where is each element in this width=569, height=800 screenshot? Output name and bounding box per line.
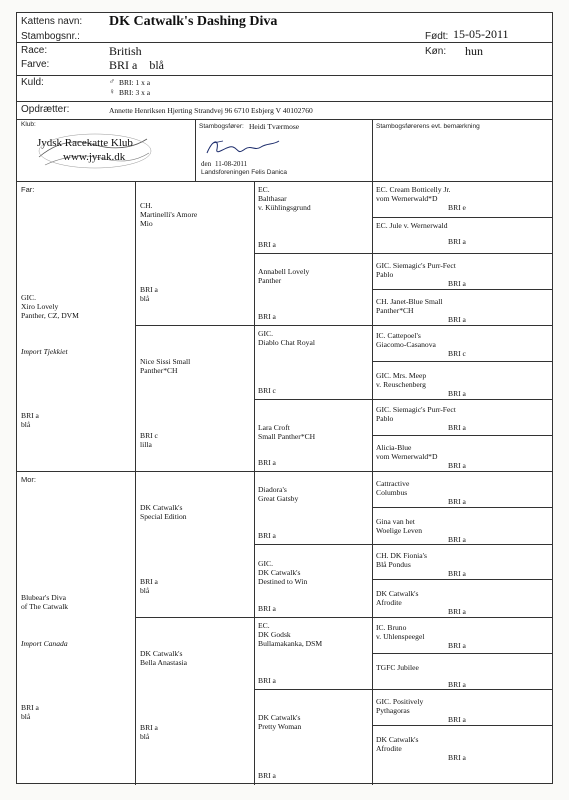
- great-grandparent-cell: Diadora's Great Gatsby: [258, 485, 299, 503]
- grandparent-ems: BRI a: [140, 285, 158, 294]
- breeder-value: Annette Henriksen Hjerting Strandvej 96 6710 Esbjerg V 40102760: [109, 106, 313, 115]
- column-divider: [135, 181, 136, 785]
- great-grandparent-cell: GIC. DK Catwalk's Destined to Win: [258, 559, 308, 586]
- registration-date-prefix: den: [201, 160, 212, 168]
- father-color: blå: [21, 420, 31, 429]
- breeder-label: Opdrætter:: [21, 104, 70, 115]
- great-grandparent-ems: BRI a: [258, 604, 276, 613]
- mother-color: blå: [21, 712, 31, 721]
- great-grandparent-cell: Annabell Lovely Panther: [258, 267, 310, 285]
- father-import: Import Tjekkiet: [21, 347, 68, 356]
- father-label: Far:: [21, 185, 35, 194]
- gen4-cell: EC. Cream Botticelly Jr. vom Wernerwald*D BRI e: [376, 185, 466, 212]
- divider: [372, 119, 373, 181]
- registrar-label: Stambogsfører:: [199, 123, 244, 130]
- divider: [17, 75, 552, 76]
- sex-label: Køn:: [425, 46, 447, 57]
- pedigree-sheet: [16, 12, 553, 784]
- litter-female-count: BRI: 3 x a: [119, 88, 151, 97]
- great-grandparent-cell: GIC. Diablo Chat Royal: [258, 329, 315, 347]
- registration-date: 11-08-2011: [215, 160, 248, 168]
- gen4-cell: DK Catwalk's Afrodite BRI a: [376, 589, 466, 616]
- gen4-cell: IC. Cattepoel's Giacomo-Casanova BRI c: [376, 331, 466, 358]
- club-stamp-url: www.jyrak.dk: [63, 151, 126, 163]
- divider: [17, 101, 552, 102]
- father-cell: [21, 293, 133, 320]
- gen4-cell: TGFC Jubilee BRI a: [376, 663, 466, 689]
- grandparent-color: lilla: [140, 440, 152, 449]
- father-name: Xiro Lovely Panther, CZ, DVM: [21, 302, 79, 320]
- litter-male-icon: ♂: [109, 77, 115, 86]
- grandparent-color: blå: [140, 294, 150, 303]
- grandparent-ems: BRI c: [140, 431, 158, 440]
- great-grandparent-ems: BRI c: [258, 386, 276, 395]
- gen4-cell: GIC. Siemagic's Purr-Fect Pablo BRI a: [376, 405, 466, 432]
- column-divider: [372, 181, 373, 785]
- gen4-cell: GIC. Mrs. Meep v. Reuschenberg BRI a: [376, 371, 466, 398]
- sex-value: hun: [465, 44, 483, 58]
- grandparent-ems: BRI a: [140, 723, 158, 732]
- reg-number-label: Stambogsnr.:: [21, 31, 80, 42]
- divider: [195, 119, 196, 181]
- registrar-name: Heidi Tværmose: [249, 122, 300, 131]
- grandparent-cell: DK Catwalk's Special Edition: [140, 503, 187, 521]
- mother-import: Import Canada: [21, 639, 68, 648]
- gen4-cell: CH. DK Fionia's Blå Pondus BRI a: [376, 551, 466, 578]
- great-grandparent-cell: DK Catwalk's Pretty Woman: [258, 713, 302, 731]
- great-grandparent-cell: Lara Croft Small Panther*CH: [258, 423, 316, 441]
- race-label: Race:: [21, 45, 48, 56]
- gen4-cell: DK Catwalk's Afrodite BRI a: [376, 735, 466, 762]
- litter-label: Kuld:: [21, 77, 44, 88]
- grandparent-cell: Nice Sissi Small Panther*CH: [140, 357, 191, 375]
- gen4-cell: CH. Janet-Blue Small Panther*CH BRI a: [376, 297, 466, 324]
- club-stamp-name: Jydsk Racekatte Klub: [37, 137, 133, 149]
- gen4-cell: GIC. Positively Pythagoras BRI a: [376, 697, 466, 724]
- grandparent-color: blå: [140, 732, 150, 741]
- cat-name: DK Catwalk's Dashing Diva: [109, 14, 278, 29]
- born-date: 15-05-2011: [453, 27, 509, 41]
- column-divider: [254, 181, 255, 785]
- mother-name: Blubear's Diva of The Catwalk: [21, 593, 69, 611]
- gen4-cell: Gina van het Woelige Leven BRI a: [376, 517, 466, 544]
- father-title: GIC.: [21, 293, 36, 302]
- great-grandparent-cell: EC. Balthasar v. Kühlingsgrund: [258, 185, 311, 212]
- great-grandparent-ems: BRI a: [258, 531, 276, 540]
- great-grandparent-ems: BRI a: [258, 240, 276, 249]
- litter-male-count: BRI: 1 x a: [119, 78, 151, 87]
- gen4-cell: Alicia-Blue vom Wernerwald*D BRI a: [376, 443, 466, 470]
- grandparent-color: blå: [140, 586, 150, 595]
- divider: [17, 181, 552, 182]
- color-value: BRI a blå: [109, 58, 164, 72]
- great-grandparent-ems: BRI a: [258, 771, 276, 780]
- mother-label: Mor:: [21, 475, 36, 484]
- remarks-label: Stambogsførerens evt. bemærkning: [376, 123, 480, 130]
- club-stamp: [35, 131, 155, 171]
- grandparent-ems: BRI a: [140, 577, 158, 586]
- mother-cell: [21, 593, 133, 611]
- grandparent-cell: DK Catwalk's Bella Anastasia: [140, 649, 188, 667]
- divider: [17, 119, 552, 120]
- gen4-cell: Cattractive Columbus BRI a: [376, 479, 466, 506]
- great-grandparent-cell: EC. DK Godsk Bullamakanka, DSM: [258, 621, 323, 648]
- great-grandparent-ems: BRI a: [258, 458, 276, 467]
- born-label: Født:: [425, 31, 449, 42]
- divider: [17, 42, 552, 43]
- father-ems: BRI a: [21, 411, 39, 420]
- gen4-cell: GIC. Siemagic's Purr-Fect Pablo BRI a: [376, 261, 466, 288]
- great-grandparent-ems: BRI a: [258, 676, 276, 685]
- cat-name-label: Kattens navn:: [21, 16, 83, 27]
- gen4-cell: EC. Jule v. Wernerwald BRI a: [376, 221, 466, 246]
- association-name: Landsforeningen Felis Danica: [201, 169, 287, 176]
- color-label: Farve:: [21, 59, 50, 70]
- litter-female-icon: ♀: [109, 87, 115, 96]
- parent-divider: [17, 471, 552, 472]
- grandparent-cell: CH. Martinelli's Amore Mio: [140, 201, 198, 228]
- gen4-cell: IC. Bruno v. Uhlenspeegel BRI a: [376, 623, 466, 650]
- registrar-signature: [203, 135, 283, 159]
- mother-ems: BRI a: [21, 703, 39, 712]
- club-label: Klub:: [21, 121, 36, 128]
- race-value: British: [109, 44, 142, 58]
- great-grandparent-ems: BRI a: [258, 312, 276, 321]
